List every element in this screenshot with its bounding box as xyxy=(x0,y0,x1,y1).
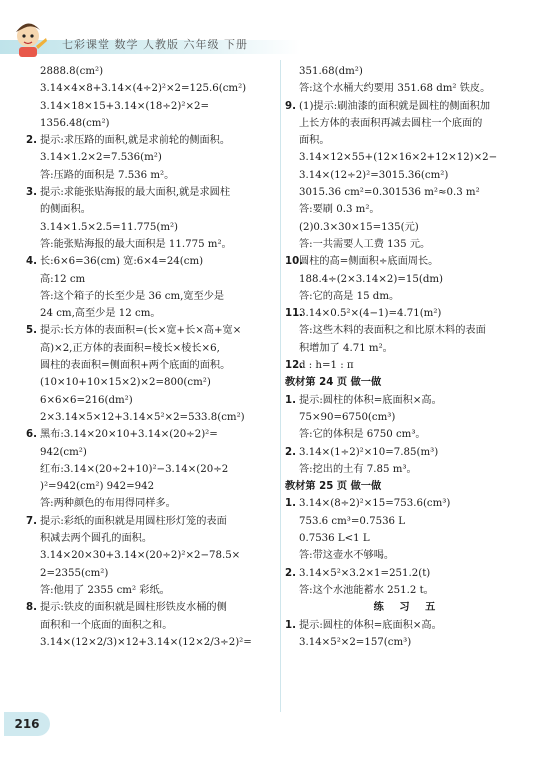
answer-line xyxy=(26,513,278,530)
answer-line xyxy=(26,374,278,391)
answer-line xyxy=(285,236,530,253)
right-column xyxy=(285,63,530,651)
answer-line xyxy=(26,530,278,547)
answer-text: )²=942(cm²) 942=942 xyxy=(40,481,155,493)
question-number: 1. xyxy=(285,394,296,406)
answer-text: 答:这个水桶大约要用 351.68 dm² 铁皮。 xyxy=(299,83,491,95)
answer-line xyxy=(285,340,530,357)
answer-line xyxy=(26,98,278,115)
answer-text: 3.14×12×55+(12×16×2+12×12)×2− xyxy=(299,152,498,164)
answer-text: 3.14×4×8+3.14×(4÷2)²×2=125.6(cm²) xyxy=(40,83,247,95)
answer-line xyxy=(26,149,278,166)
answer-line xyxy=(285,63,530,80)
answer-line xyxy=(285,495,530,512)
answer-text: 答:这个水池能蓄水 251.2 t。 xyxy=(299,584,434,596)
answer-text: 积减去两个圆孔的面积。 xyxy=(40,533,153,545)
answer-text: 2=2355(cm²) xyxy=(40,567,109,579)
answer-line xyxy=(285,149,530,166)
question-number: 10. xyxy=(285,256,304,268)
answer-line xyxy=(285,392,530,409)
question-number: 8. xyxy=(26,602,37,614)
answer-line xyxy=(285,530,530,547)
answer-line xyxy=(285,115,530,132)
answer-text: 高)×2,正方体的表面积=棱长×棱长×6, xyxy=(40,342,220,354)
exercise-heading: 练 习 五 xyxy=(373,602,442,614)
answer-text: 的侧面积。 xyxy=(40,204,91,216)
answer-text: 3.14×1.5×2.5=11.775(m²) xyxy=(40,221,179,233)
answer-text: 1356.48(cm²) xyxy=(40,117,110,129)
answer-text: 圆柱的高=侧面积÷底面周长。 xyxy=(299,256,439,268)
answer-line xyxy=(26,322,278,339)
answer-text: 答:带这壶水不够喝。 xyxy=(299,550,395,562)
question-number: 9. xyxy=(285,100,296,112)
answer-text: 3.14×0.5²×(4−1)=4.71(m²) xyxy=(299,308,442,320)
answer-text: 答:压路的面积是 7.536 m²。 xyxy=(40,169,175,181)
answer-line xyxy=(285,461,530,478)
answer-line xyxy=(285,426,530,443)
answer-line xyxy=(285,357,530,374)
answer-line xyxy=(26,80,278,97)
answer-text: 长:6×6=36(cm) 宽:6×4=24(cm) xyxy=(40,256,204,268)
answer-line xyxy=(285,201,530,218)
question-number: 5. xyxy=(26,325,37,337)
answer-line xyxy=(26,426,278,443)
answer-text: 6×6×6=216(dm²) xyxy=(40,394,133,406)
answer-line xyxy=(285,132,530,149)
answer-text: 0.7536 L<1 L xyxy=(299,533,370,545)
question-number: 1. xyxy=(285,619,296,631)
answer-text: 3.14×1.2×2=7.536(m²) xyxy=(40,152,162,164)
answer-line xyxy=(26,115,278,132)
answer-text: 3.14×18×15+3.14×(18÷2)²×2= xyxy=(40,100,210,112)
answer-line xyxy=(26,271,278,288)
answer-text: 答:这个箱子的长至少是 36 cm,宽至少是 xyxy=(40,290,225,302)
answer-text: 188.4÷(2×3.14×2)=15(dm) xyxy=(299,273,443,285)
answer-text: 942(cm²) xyxy=(40,446,87,458)
left-column xyxy=(26,63,278,651)
question-number: 7. xyxy=(26,515,37,527)
answer-line xyxy=(285,184,530,201)
answer-line xyxy=(285,634,530,651)
answer-text: 答:两种颜色的布用得同样多。 xyxy=(40,498,176,510)
answer-text: 面积。 xyxy=(299,135,330,147)
answer-line xyxy=(285,409,530,426)
answer-line xyxy=(26,236,278,253)
answer-line xyxy=(285,271,530,288)
answer-text: 提示:彩纸的面积就是用圆柱形灯笼的表面 xyxy=(40,515,227,527)
header-title: 七彩课堂 数学 人教版 六年级 下册 xyxy=(62,38,248,51)
answer-line xyxy=(285,565,530,582)
answer-line xyxy=(26,582,278,599)
answer-text: 75×90=6750(cm³) xyxy=(299,411,396,423)
answer-text: 黑布:3.14×20×10+3.14×(20÷2)²= xyxy=(40,429,218,441)
answer-line xyxy=(26,478,278,495)
answer-line xyxy=(26,201,278,218)
answer-text: d : h=1 : π xyxy=(299,360,354,372)
question-number: 11. xyxy=(285,308,304,320)
question-number: 4. xyxy=(26,256,37,268)
answer-text: 提示:求能张贴海报的最大面积,就是求圆柱 xyxy=(40,187,231,199)
answer-line xyxy=(285,322,530,339)
answer-text: 答:它的体积是 6750 cm³。 xyxy=(299,429,426,441)
answer-line xyxy=(285,305,530,322)
answer-text: 2888.8(cm²) xyxy=(40,66,104,77)
page-header xyxy=(0,0,544,62)
answer-line xyxy=(26,461,278,478)
column-divider xyxy=(280,60,281,712)
answer-line xyxy=(285,253,530,270)
answer-line xyxy=(26,409,278,426)
answer-text: 3.14×5²×3.2×1=251.2(t) xyxy=(299,567,431,579)
section-heading: 教材第 24 页 做一做 xyxy=(285,377,382,389)
answer-line xyxy=(26,565,278,582)
question-number: 1. xyxy=(285,498,296,510)
answer-text: 提示:圆柱的体积=底面积×高。 xyxy=(299,619,442,631)
mascot-icon xyxy=(6,16,50,60)
answer-line xyxy=(285,219,530,236)
section-heading: 教材第 25 页 做一做 xyxy=(285,481,382,493)
question-number: 2. xyxy=(26,135,37,147)
answer-text: 积增加了 4.71 m²。 xyxy=(299,342,393,354)
answer-text: (10×10+10×15×2)×2=800(cm²) xyxy=(40,377,211,389)
answer-text: 2×3.14×5×12+3.14×5²×2=533.8(cm²) xyxy=(40,411,245,423)
answer-line xyxy=(285,288,530,305)
answer-line xyxy=(26,547,278,564)
answer-line xyxy=(285,444,530,461)
answer-line xyxy=(285,98,530,115)
answer-line xyxy=(26,132,278,149)
answer-text: 753.6 cm³=0.7536 L xyxy=(299,515,406,527)
question-number: 3. xyxy=(26,187,37,199)
answer-text: 圆柱的表面积=侧面积+两个底面的面积。 xyxy=(40,360,231,372)
answer-line xyxy=(26,253,278,270)
answer-text: 提示:铁皮的面积就是圆柱形铁皮水桶的侧 xyxy=(40,602,227,614)
answer-line xyxy=(285,582,530,599)
answer-line xyxy=(26,288,278,305)
answer-text: 提示:长方体的表面积=(长×宽+长×高+宽× xyxy=(40,325,242,337)
answer-text: 面积和一个底面的面积之和。 xyxy=(40,619,173,631)
answer-text: 答:一共需要人工费 135 元。 xyxy=(299,238,431,250)
answer-text: 答:能张贴海报的最大面积是 11.775 m²。 xyxy=(40,238,232,250)
answer-text: 答:他用了 2355 cm² 彩纸。 xyxy=(40,584,170,596)
question-number: 12. xyxy=(285,360,304,372)
answer-line xyxy=(26,495,278,512)
answer-line xyxy=(26,305,278,322)
answer-line xyxy=(26,63,278,80)
answer-text: 答:挖出的土有 7.85 m³。 xyxy=(299,463,417,475)
answer-line xyxy=(285,547,530,564)
answer-line xyxy=(285,617,530,634)
answer-line xyxy=(285,513,530,530)
answer-line xyxy=(26,357,278,374)
answer-line xyxy=(26,167,278,184)
answer-text: 提示:圆柱的体积=底面积×高。 xyxy=(299,394,442,406)
question-number: 2. xyxy=(285,567,296,579)
answer-line xyxy=(285,80,530,97)
answer-text: (2)0.3×30×15=135(元) xyxy=(299,221,419,233)
answer-text: 答:它的高是 15 dm。 xyxy=(299,290,400,302)
answer-line xyxy=(26,617,278,634)
answer-text: 答:要刷 0.3 m²。 xyxy=(299,204,380,216)
answer-text: 答:这些木料的表面积之和比原木料的表面 xyxy=(299,325,486,337)
answer-text: 24 cm,高至少是 12 cm。 xyxy=(40,308,161,320)
answer-text: 3.14×(12÷2)²=3015.36(cm²) xyxy=(299,169,449,181)
answer-line xyxy=(26,392,278,409)
answer-line xyxy=(26,599,278,616)
answer-line xyxy=(26,184,278,201)
question-number: 2. xyxy=(285,446,296,458)
answer-line xyxy=(26,444,278,461)
answer-text: 3.14×20×30+3.14×(20÷2)²×2−78.5× xyxy=(40,550,241,562)
answer-text: 351.68(dm²) xyxy=(299,66,363,77)
answer-line xyxy=(26,340,278,357)
answer-line xyxy=(26,634,278,651)
answer-text: 红布:3.14×(20÷2+10)²−3.14×(20÷2 xyxy=(40,463,229,475)
answer-text: 3.14×(1÷2)²×10=7.85(m³) xyxy=(299,446,439,458)
answer-text: 3015.36 cm²=0.301536 m²≈0.3 m² xyxy=(299,187,480,199)
page-number: 216 xyxy=(4,712,50,736)
answer-text: 3.14×(8÷2)²×15=753.6(cm³) xyxy=(299,498,451,510)
answer-text: 3.14×(12×2/3)×12+3.14×(12×2/3÷2)²= xyxy=(40,636,252,648)
question-number: 6. xyxy=(26,429,37,441)
answer-text: 提示:求压路的面积,就是求前轮的侧面积。 xyxy=(40,135,231,147)
answer-text: 上长方体的表面积再减去圆柱一个底面的 xyxy=(299,117,483,129)
answer-text: 高:12 cm xyxy=(40,273,86,285)
answer-line xyxy=(26,219,278,236)
answer-text: 3.14×5²×2=157(cm³) xyxy=(299,636,412,648)
answer-line xyxy=(285,167,530,184)
answer-text: (1)提示:刷油漆的面积就是圆柱的侧面积加 xyxy=(299,100,491,112)
